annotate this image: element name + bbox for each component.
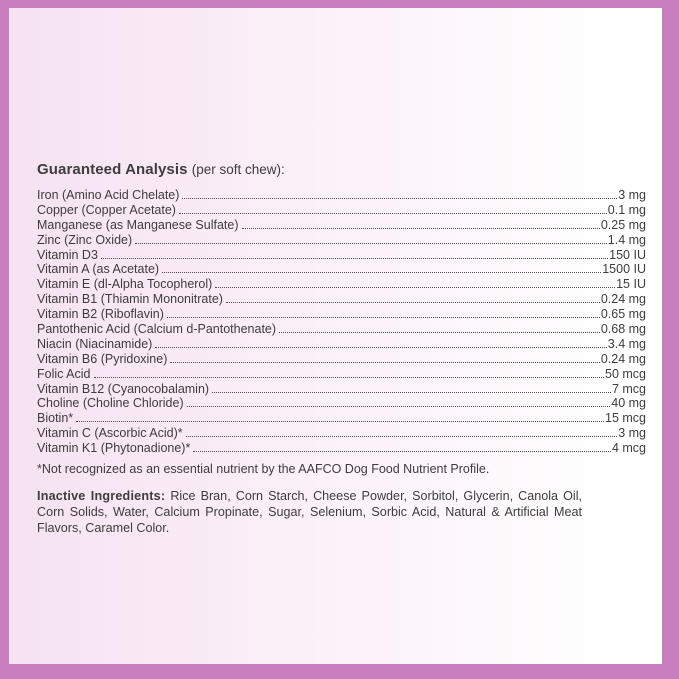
nutrient-name: Vitamin B12 (Cyanocobalamin) <box>37 381 210 396</box>
nutrient-name: Zinc (Zinc Oxide) <box>37 232 133 247</box>
analysis-row <box>37 188 646 203</box>
inactive-ingredients-text: Rice Bran, Corn Starch, Cheese Powder, Sorbitol, Glycerin, Canola Oil, Corn Solids, Water, Calcium Propinate, Sugar, Selenium, Sorbic Acid, Natural & Artificial Meat Flavors, Caramel Color. <box>37 489 583 536</box>
nutrient-value: 1500 IU <box>602 262 646 277</box>
dot-leader <box>170 362 599 363</box>
nutrient-name: Vitamin C (Ascorbic Acid)* <box>37 426 183 441</box>
nutrient-value: 7 mcg <box>611 381 646 396</box>
dot-leader <box>76 421 604 422</box>
nutrient-value: 3 mg <box>618 188 646 202</box>
nutrient-value: 3 mg <box>618 426 646 441</box>
dot-leader <box>226 302 600 303</box>
analysis-row <box>37 367 646 382</box>
nutrient-name: Vitamin A (as Acetate) <box>37 262 160 277</box>
analysis-row <box>37 322 646 337</box>
analysis-row <box>37 352 646 367</box>
nutrient-name: Iron (Amino Acid Chelate) <box>37 188 180 202</box>
nutrient-value: 3.4 mg <box>607 336 646 351</box>
analysis-row <box>37 203 646 218</box>
nutrient-value: 150 IU <box>609 247 646 262</box>
analysis-row <box>37 248 646 263</box>
analysis-row <box>37 426 646 441</box>
dot-leader <box>182 198 617 199</box>
inactive-ingredients <box>37 488 646 536</box>
analysis-row <box>37 218 646 233</box>
heading-subtitle: (per soft chew): <box>191 162 285 177</box>
analysis-row <box>37 307 646 322</box>
nutrient-value: 40 mg <box>611 396 646 411</box>
nutrient-name: Vitamin E (dl-Alpha Tocopherol) <box>37 277 213 292</box>
nutrient-value: 0.24 mg <box>600 351 646 366</box>
nutrient-value: 15 IU <box>616 277 646 292</box>
aafco-footnote: *Not recognized as an essential nutrient by the AAFCO Dog Food Nutrient Profile. <box>37 462 490 477</box>
dot-leader <box>167 317 600 318</box>
nutrient-value: 4 mcg <box>611 441 646 456</box>
analysis-row <box>37 262 646 277</box>
dot-leader <box>155 347 606 348</box>
nutrient-name: Vitamin D3 <box>37 247 98 262</box>
nutrient-name: Folic Acid <box>37 366 91 381</box>
nutrient-name: Manganese (as Manganese Sulfate) <box>37 217 239 232</box>
analysis-row <box>37 233 646 248</box>
nutrient-value: 1.4 mg <box>607 232 646 247</box>
dot-leader <box>186 436 618 437</box>
analysis-row <box>37 292 646 307</box>
nutrient-name: Biotin* <box>37 411 74 426</box>
nutrient-name: Copper (Copper Acetate) <box>37 202 176 217</box>
dot-leader <box>94 377 605 378</box>
dot-leader <box>179 213 607 214</box>
dot-leader <box>135 243 607 244</box>
dot-leader <box>212 392 611 393</box>
nutrient-value: 15 mcg <box>605 411 646 426</box>
analysis-row <box>37 396 646 411</box>
dot-leader <box>101 258 608 259</box>
nutrient-value: 50 mcg <box>605 366 646 381</box>
analysis-row <box>37 277 646 292</box>
nutrient-name: Niacin (Niacinamide) <box>37 336 153 351</box>
heading-title: Guaranteed Analysis <box>37 161 188 178</box>
dot-leader <box>193 451 611 452</box>
nutrient-value: 0.65 mg <box>600 307 646 322</box>
dot-leader <box>279 332 600 333</box>
analysis-row <box>37 411 646 426</box>
analysis-row <box>37 337 646 352</box>
nutrient-name: Pantothenic Acid (Calcium d-Pantothenate) <box>37 322 277 337</box>
nutrient-name: Vitamin B1 (Thiamin Mononitrate) <box>37 292 223 307</box>
nutrient-name: Vitamin B2 (Riboflavin) <box>37 307 164 322</box>
nutrient-value: 0.1 mg <box>607 202 646 217</box>
dot-leader <box>215 287 615 288</box>
dot-leader <box>242 228 600 229</box>
label-background <box>9 8 662 664</box>
dot-leader <box>187 406 611 407</box>
analysis-row <box>37 441 646 456</box>
nutrient-value: 0.68 mg <box>600 322 646 337</box>
nutrient-name: Vitamin K1 (Phytonadione)* <box>37 441 191 456</box>
nutrient-value: 0.25 mg <box>600 217 646 232</box>
guaranteed-analysis-heading <box>37 160 646 179</box>
analysis-table <box>37 188 646 456</box>
inactive-ingredients-label: Inactive Ingredients: <box>37 489 166 504</box>
nutrient-value: 0.24 mg <box>600 292 646 307</box>
nutrient-name: Vitamin B6 (Pyridoxine) <box>37 351 168 366</box>
nutrient-name: Choline (Choline Chloride) <box>37 396 184 411</box>
dot-leader <box>162 272 601 273</box>
analysis-row <box>37 382 646 397</box>
